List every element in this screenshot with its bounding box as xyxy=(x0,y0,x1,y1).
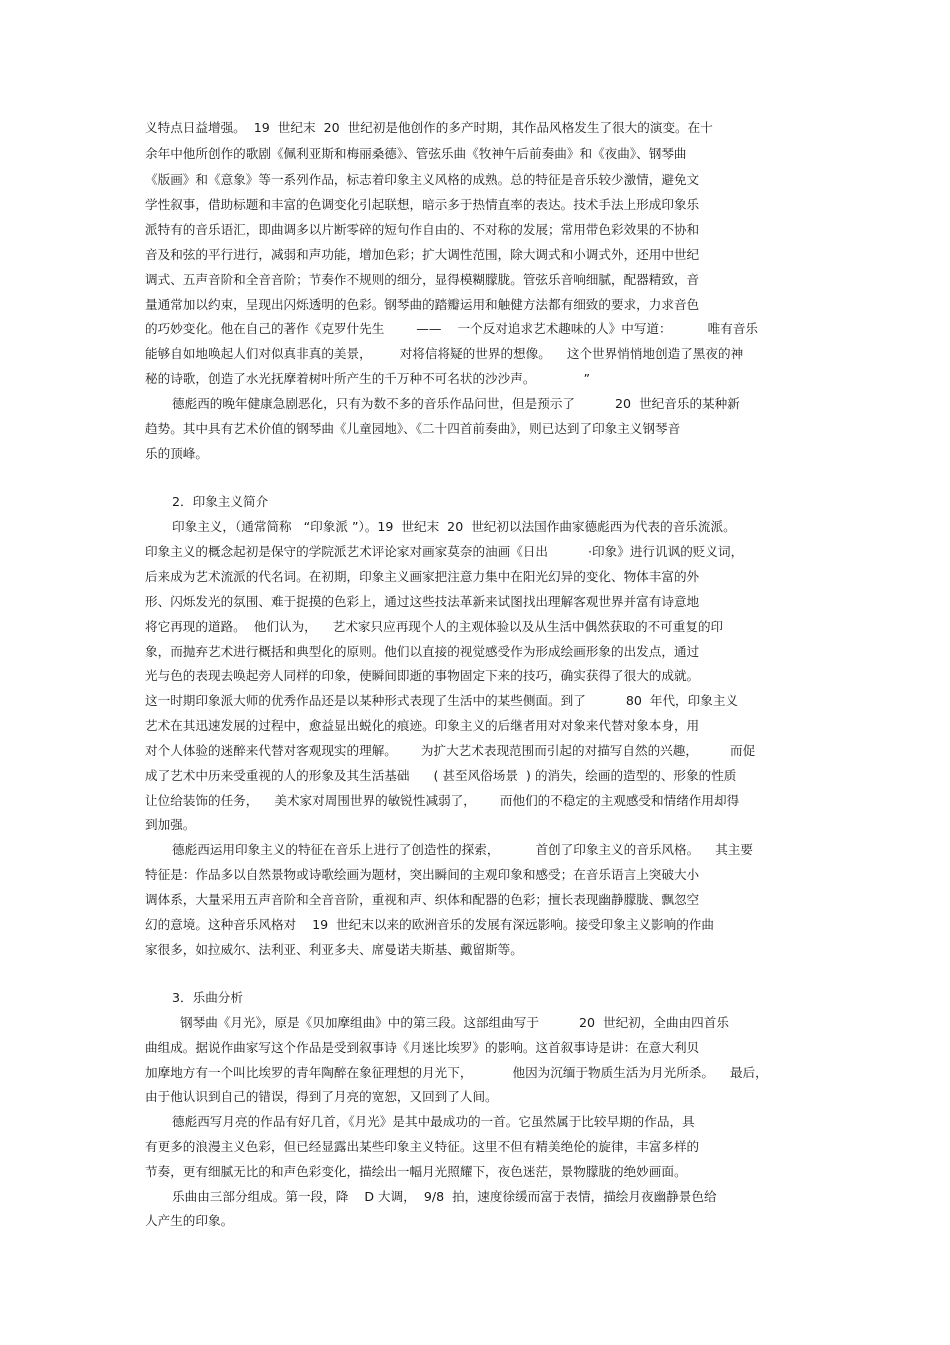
text-line: 趋势。其中具有艺术价值的钢琴曲《儿童园地》、《二十四首前奏曲》，则已达到了印象主义钢琴音 xyxy=(145,421,681,436)
section-heading: 3．乐曲分析 xyxy=(172,990,243,1005)
text-line: 派特有的音乐语汇，即曲调多以片断零碎的短句作自由的、不对称的发展；常用带色彩效果的不协和 xyxy=(145,222,700,237)
text-line: 学性叙事，借助标题和丰富的色调变化引起联想，暗示多于热情直率的表达。技术手法上形成印象乐 xyxy=(145,197,700,212)
section-heading: 2．印象主义简介 xyxy=(172,494,269,509)
text-line: 将它再现的道路。 他们认为， 艺术家只应再现个人的主观体验以及从生活中偶然获取的不可重复的印 xyxy=(145,619,724,634)
text-line: 光与色的表现去唤起旁人同样的印象，使瞬间即逝的事物固定下来的技巧，确实获得了很大的成就。 xyxy=(145,668,700,683)
text-line: 秘的诗歌，创造了水光抚摩着树叶所产生的千万种不可名状的沙沙声。 ” xyxy=(145,371,590,386)
text-line: 到加强。 xyxy=(145,817,196,832)
text-line: 曲组成。据说作曲家写这个作品是受到叙事诗《月迷比埃罗》的影响。这首叙事诗是讲：在意大利贝 xyxy=(145,1040,700,1055)
text-line: 成了艺术中历来受重视的人的形象及其生活基础 ( 甚至风俗场景 ) 的消失，绘画的造型的、形象的性质 xyxy=(145,768,737,783)
text-line: 对个人体验的迷醉来代替对客观现实的理解。 为扩大艺术表现范围而引起的对描写自然的兴趣， 而促 xyxy=(145,743,756,758)
text-line: 有更多的浪漫主义色彩，但已经显露出某些印象主义特征。这里不但有精美绝伦的旋律，丰富多样的 xyxy=(145,1139,700,1154)
text-line: 量通常加以约束，呈现出闪烁透明的色彩。钢琴曲的踏瓣运用和触健方法都有细致的要求，力求音色 xyxy=(145,297,700,312)
text-line: 余年中他所创作的歌剧《佩利亚斯和梅丽桑德》、管弦乐曲《牧神午后前奏曲》和《夜曲》、钢琴曲 xyxy=(145,146,687,161)
text-line: 特征是：作品多以自然景物或诗歌绘画为题材，突出瞬间的主观印象和感受；在音乐语言上突破大小 xyxy=(145,867,700,882)
text-line: 人产生的印象。 xyxy=(145,1213,234,1228)
text-line: 调体系，大量采用五声音阶和全音音阶，重视和声、织体和配器的色彩；擅长表现幽静朦胧、飘忽空 xyxy=(145,892,700,907)
paragraph-first-line: 德彪西运用印象主义的特征在音乐上进行了创造性的探索， 首创了印象主义的音乐风格。 其主要 xyxy=(172,842,753,857)
text-line: 家很多，如拉威尔、法利亚、利亚多夫、席曼诺夫斯基、戴留斯等。 xyxy=(145,942,523,957)
paragraph-first-line: 印象主义，（通常简称 “印象派 ”）。19 世纪末 20 世纪初以法国作曲家德彪西为代表的音乐流派。 xyxy=(172,519,736,534)
text-line: 调式、五声音阶和全音音阶；节奏作不规则的细分，显得模糊朦胧。管弦乐音响细腻，配器精致，音 xyxy=(145,272,700,287)
paragraph-first-line: 德彪西的晚年健康急剧恶化，只有为数不多的音乐作品问世，但是预示了 20 世纪音乐的某种新 xyxy=(172,396,740,411)
text-line: 让位给装饰的任务， 美术家对周围世界的敏锐性减弱了， 而他们的不稳定的主观感受和情绪作用却得 xyxy=(145,793,740,808)
text-line: 乐的顶峰。 xyxy=(145,446,208,461)
text-line: 幻的意境。这种音乐风格对 19 世纪末以来的欧洲音乐的发展有深远影响。接受印象主义影响的作曲 xyxy=(145,917,714,932)
text-line: 《版画》和《意象》等一系列作品，标志着印象主义风格的成熟。总的特征是音乐较少激情，避免文 xyxy=(145,172,700,187)
text-line: 印象主义的概念起初是保守的学院派艺术评论家对画家莫奈的油画《日出 ·印象》进行讥讽的贬义词， xyxy=(145,544,744,559)
text-line: 象，而抛弃艺术进行概括和典型化的原则。他们以直接的视觉感受作为形成绘画形象的出发点，通过 xyxy=(145,644,700,659)
text-line: 音及和弦的平行进行，减弱和声功能，增加色彩；扩大调性范围，除大调式和小调式外，还用中世纪 xyxy=(145,247,700,262)
text-line: 后来成为艺术流派的代名词。在初期，印象主义画家把注意力集中在阳光幻异的变化、物体丰富的外 xyxy=(145,569,700,584)
paragraph-first-line: 钢琴曲《月光》，原是《贝加摩组曲》中的第三段。这部组曲写于 20 世纪初，全曲由四首乐 xyxy=(180,1015,729,1030)
text-line: 这一时期印象派大师的优秀作品还是以某种形式表现了生活中的某些侧面。到了 80 年代，印象主义 xyxy=(145,693,739,708)
text-line: 形、闪烁发光的氛围、难于捉摸的色彩上，通过这些技法革新来试图找出理解客观世界并富有诗意地 xyxy=(145,594,700,609)
text-line: 艺术在其迅速发展的过程中，愈益显出蜕化的痕迹。印象主义的后继者用对对象来代替对象本身，用 xyxy=(145,718,700,733)
text-line: 义特点日益增强。 19 世纪末 20 世纪初是他创作的多产时期，其作品风格发生了很大的演变。在十 xyxy=(145,120,713,135)
paragraph-first-line: 乐曲由三部分组成。第一段，降 D 大调， 9/8 拍，速度徐缓而富于表情，描绘月夜幽静景色给 xyxy=(172,1189,717,1204)
text-line: 节奏，更有细腻无比的和声色彩变化，描绘出一幅月光照耀下，夜色迷茫，景物朦胧的绝妙画面。 xyxy=(145,1164,687,1179)
text-line: 加摩地方有一个叫比埃罗的青年陶醉在象征理想的月光下， 他因为沉缅于物质生活为月光所杀。 最后， xyxy=(145,1065,768,1080)
paragraph-first-line: 德彪西写月亮的作品有好几首，《月光》是其中最成功的一首。它虽然属于比较早期的作品，具 xyxy=(172,1114,695,1129)
text-line: 能够自如地唤起人们对似真非真的美景， 对将信将疑的世界的想像。 这个世界悄悄地创造了黑夜的神 xyxy=(145,346,744,361)
text-line: 由于他认识到自己的错误，得到了月亮的宽恕，又回到了人间。 xyxy=(145,1089,498,1104)
text-line: 的巧妙变化。他在自己的著作《克罗什先生 —— 一个反对追求艺术趣味的人》中写道： 唯有音乐 xyxy=(145,321,759,336)
